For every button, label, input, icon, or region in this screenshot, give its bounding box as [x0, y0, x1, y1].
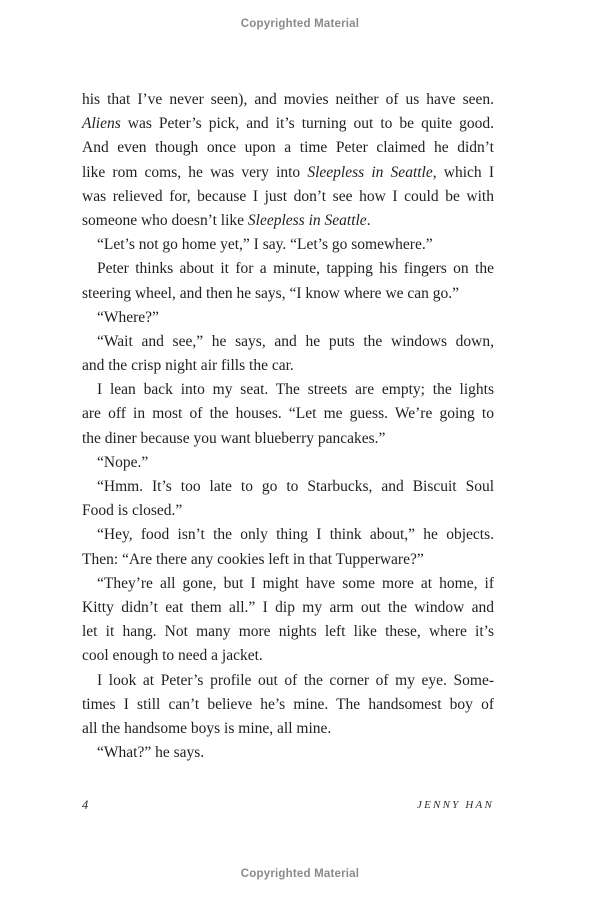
body-text [82, 88, 494, 765]
text-line: cool enough to need a jacket. [82, 647, 263, 665]
page-footer [82, 798, 494, 816]
text-line: “Hey, food isn’t the only thing I think about,” he objects. [97, 526, 494, 544]
text-line: someone who doesn’t like Sleepless in Seattle. [82, 211, 371, 229]
footer-author: JENNY HAN [417, 799, 494, 811]
text-line: Aliens was Peter’s pick, and it’s turning out to be quite good. [82, 115, 494, 133]
text-line: “What?” he says. [97, 744, 205, 762]
text-line: “They’re all gone, but I might have some more at home, if [97, 574, 494, 592]
text-line: “Wait and see,” he says, and he puts the windows down, [97, 332, 494, 350]
text-line: was relieved for, because I just don’t see how I could be with [82, 187, 494, 205]
text-line: times I still can’t believe he’s mine. The handsomest boy of [82, 695, 494, 713]
text-line: Food is closed.” [82, 502, 183, 520]
text-line: like rom coms, he was very into Sleepless in Seattle, which I [82, 163, 494, 181]
text-line: “Where?” [97, 308, 159, 326]
text-line: “Nope.” [97, 453, 149, 471]
text-line: Then: “Are there any cookies left in that Tupperware?” [82, 550, 424, 568]
text-line: steering wheel, and then he says, “I know where we can go.” [82, 284, 460, 302]
text-line: Peter thinks about it for a minute, tapping his fingers on the [97, 260, 494, 278]
copyright-banner-top: Copyrighted Material [240, 18, 360, 30]
text-line: “Hmm. It’s too late to go to Starbucks, and Biscuit Soul [97, 478, 494, 495]
text-line: and the crisp night air fills the car. [82, 357, 294, 375]
text-line: “Let’s not go home yet,” I say. “Let’s go somewhere.” [97, 236, 433, 254]
text-line: I lean back into my seat. The streets are empty; the lights [97, 381, 494, 399]
text-line: all the handsome boys is mine, all mine. [82, 719, 332, 737]
text-line: And even though once upon a time Peter claimed he didn’t [82, 139, 494, 157]
text-line: his that I’ve never seen), and movies neither of us have seen. [82, 91, 494, 108]
text-line: let it hang. Not many more nights left like these, where it’s [82, 623, 494, 641]
text-line: I look at Peter’s profile out of the corner of my eye. Some- [97, 671, 494, 689]
page-number: 4 [82, 798, 89, 812]
text-line: the diner because you want blueberry pancakes.” [82, 429, 386, 447]
copyright-banner-bottom: Copyrighted Material [240, 868, 360, 880]
text-line: Kitty didn’t eat them all.” I dip my arm out the window and [82, 598, 494, 616]
text-line: are off in most of the houses. “Let me guess. We’re going to [82, 405, 494, 423]
